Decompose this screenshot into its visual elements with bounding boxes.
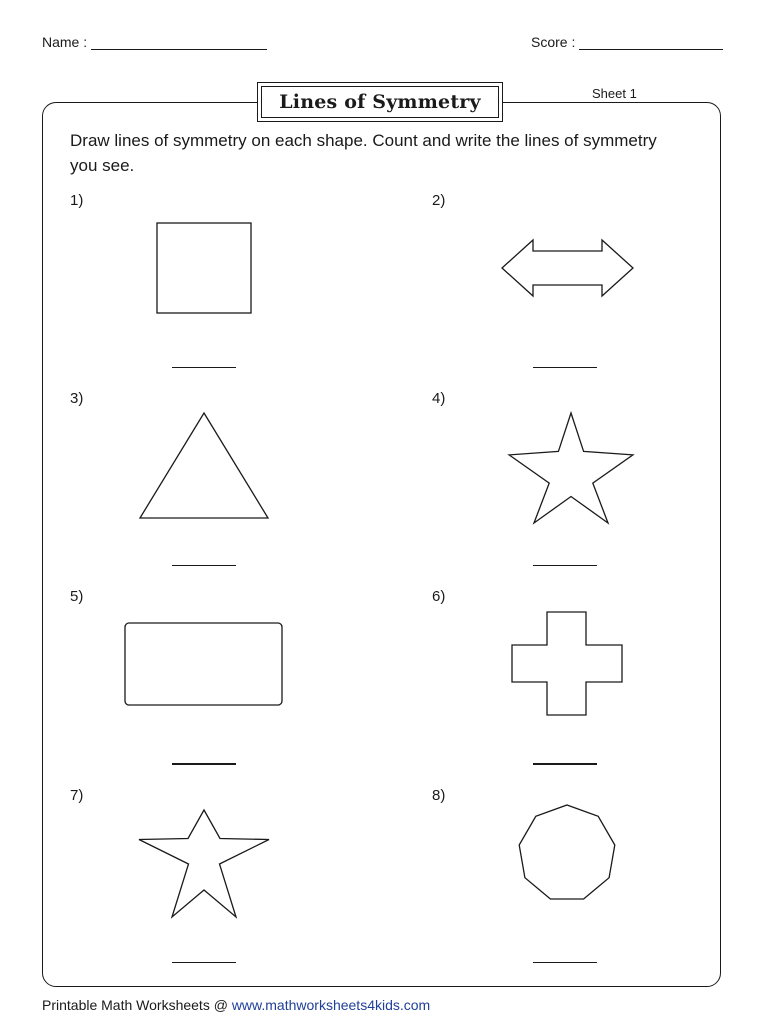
answer-line-7[interactable] <box>172 962 236 963</box>
question-number-5: 5) <box>70 588 84 605</box>
footer-url-link[interactable]: www.mathworksheets4kids.com <box>231 997 431 1013</box>
cross-icon <box>512 612 622 715</box>
square-icon <box>157 223 251 313</box>
triangle-icon <box>140 413 268 518</box>
question-number-6: 6) <box>432 588 446 605</box>
footer-prefix: Printable Math Worksheets @ <box>42 997 232 1013</box>
answer-line-3[interactable] <box>172 565 236 566</box>
six-point-star-icon <box>139 810 269 917</box>
answer-line-6[interactable] <box>533 763 597 765</box>
rectangle-icon <box>125 623 282 705</box>
answer-line-1[interactable] <box>172 367 236 368</box>
question-number-7: 7) <box>70 787 84 804</box>
question-number-2: 2) <box>432 192 446 209</box>
instructions-text: Draw lines of symmetry on each shape. Count and write the lines of symmetry you see. <box>70 131 657 175</box>
sheet-label: Sheet 1 <box>592 86 637 101</box>
answer-line-4[interactable] <box>533 565 597 566</box>
nonagon-icon <box>519 805 615 899</box>
question-number-4: 4) <box>432 390 446 407</box>
question-number-1: 1) <box>70 192 84 209</box>
page-title: Lines of Symmetry <box>279 91 481 113</box>
answer-line-8[interactable] <box>533 962 597 963</box>
answer-line-5[interactable] <box>172 763 236 765</box>
double-arrow-icon <box>502 240 633 296</box>
question-number-8: 8) <box>432 787 446 804</box>
name-label: Name : <box>42 34 88 50</box>
answer-line-2[interactable] <box>533 367 597 368</box>
footer <box>42 997 430 1013</box>
five-point-star-icon <box>509 413 633 523</box>
question-number-3: 3) <box>70 390 84 407</box>
score-label: Score : <box>531 34 576 50</box>
